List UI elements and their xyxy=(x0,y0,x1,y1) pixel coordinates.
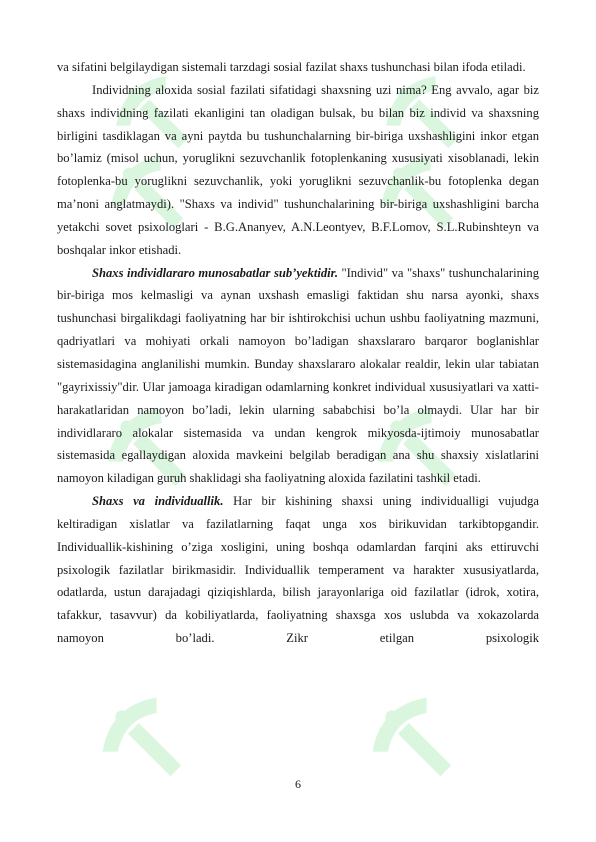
paragraph-3-text: "Individ" va "shaxs" tushunchalarining bir-biriga mos kelmasligi va aynan uxshash emasligi faktidan shu narsa ayonki, shaxs tushunchasi birgalikdagi faoliyatning har bir ishtirokchisi uchun ushbu faoliyatning mazmuni, qadriyatlari va mohiyati orkali namoyon bo’ladigan shaxslararo barqaror boglanishlar sistemasidagina anglanilishi mumkin. Bunday shaxslararo alokalar realdir, lekin ular tabiatan "gayrixissiy"dir. Ular jamoaga kiradigan odamlarning konkret individual xususiyatlari va xatti-harakatlaridan namoyon bo’ladi, lekin ularning sababchisi bo’la olmaydi. Ular har bir individlararo alokalar sistemasida va undan kengrok mikyosda-ijtimoiy munosabatlar sistemasida egallaydigan aloxida mavkeini belgilab beradigan ana shu shaxsiy xislatlarini namoyon kiladigan guruh shaklidagi sha faoliyatning aloxida fazilatini tashkil etadi. xyxy=(57,265,539,486)
paragraph-4 xyxy=(57,490,539,650)
paragraph-2: Individning aloxida sosial fazilati sifatidagi shaxsning uzi nima? Eng avvalo, agar biz shaxs individning fazilati ekanligini tan oladigan bulsak, bu bilan biz individ va shaxsning birligini tasdiklagan va ayni paytda bu tushunchalarning bir-biriga uxshashligini inkor etgan bo’lamiz (misol uchun, yoruglikni sezuvchanlik fotoplenkaning xususiyati xisoblanadi, lekin fotoplenka-bu yoruglikni sezuvchanlik, yoki yoruglikni sezuvchanlik-bu fotoplenka degan ma’noni anglatmaydi). "Shaxs va individ" tushunchalarining bir-biriga uxshashligini barcha yetakchi sovet psixologlari - B.G.Ananyev, A.N.Leontyev, B.F.Lomov, S.L.Rubinshteyn va boshqalar inkor etishadi. xyxy=(57,82,539,257)
paragraph-1: va sifatini belgilaydigan sistemali tarzdagi sosial fazilat shaxs tushunchasi bilan ifoda etiladi. xyxy=(57,60,526,74)
paragraph-3 xyxy=(57,262,539,490)
page-number: 6 xyxy=(295,777,301,791)
section-heading-individuality: Shaxs va individuallik. xyxy=(92,494,224,509)
body-text xyxy=(57,56,539,650)
section-heading-interpersonal: Shaxs individlararo munosabatlar sub’yektidir. xyxy=(92,265,338,280)
paragraph-4-text: Har bir kishining shaxsi uning individualligi vujudga keltiradigan xislatlar va fazilatlarning faqat unga xos birikuvidan tarkibtopgandir. Individuallik-kishining o’ziga xosligini, uning boshqa odamlardan farqini aks ettiruvchi psixologik fazilatlar birikmasidir. Individuallik temperament va harakter xususiyatlarda, odatlarda, ustun darajadagi qiziqishlarda, bilish jarayonlariga oid fazilatlar (idrok, xotira, tafakkur, tasavvur) da kobiliyatlarda, faoliyatning shaxsga xos uslubda va xokazolarda namoyon bo’ladi. Zikr etilgan psixologik xyxy=(57,494,539,646)
